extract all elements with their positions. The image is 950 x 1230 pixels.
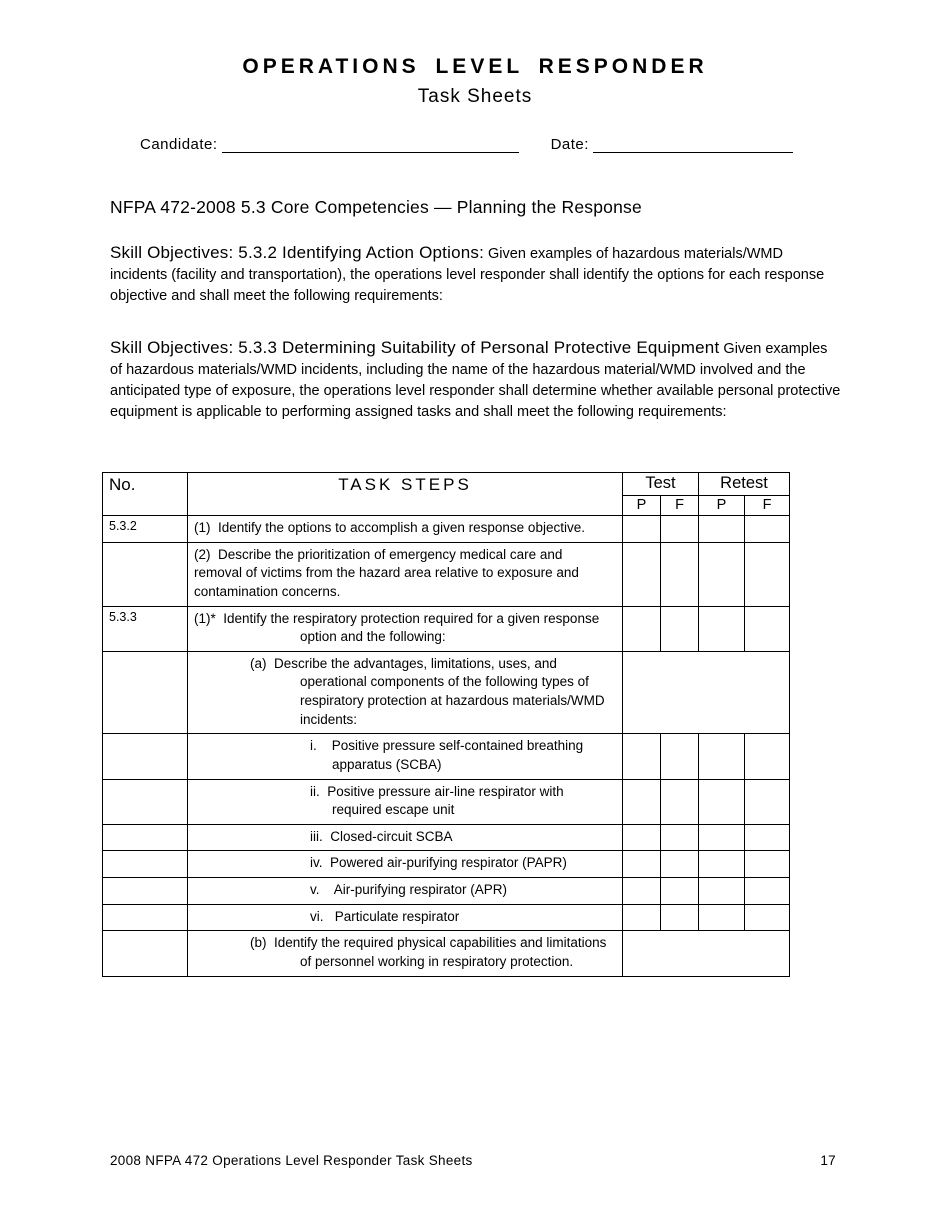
task-no-cell: [103, 851, 188, 878]
test-f-cell[interactable]: [661, 734, 699, 779]
section-heading: NFPA 472-2008 5.3 Core Competencies — Planning the Response: [110, 197, 642, 217]
task-step-cell: iii. Closed-circuit SCBA: [188, 824, 623, 851]
retest-p-cell[interactable]: [699, 779, 745, 824]
task-step-cell: (a) Describe the advantages, limitations, uses, and operational components of the following types of respiratory protection at hazardous materials/WMD incidents:: [188, 651, 623, 734]
skill-objective-533-heading: Skill Objectives: 5.3.3 Determining Suitability of Personal Protective Equipment: [110, 338, 720, 357]
test-p-cell[interactable]: [623, 824, 661, 851]
task-step-cell: (b) Identify the required physical capabilities and limitations of personnel working in respiratory protection.: [188, 931, 623, 976]
document-title: OPERATIONS LEVEL RESPONDER: [242, 55, 708, 78]
task-row: [103, 851, 790, 878]
task-table-wrapper: [102, 472, 790, 977]
task-no-cell: [103, 931, 188, 976]
retest-p-cell[interactable]: [699, 851, 745, 878]
task-row: [103, 779, 790, 824]
document-subtitle: Task Sheets: [417, 86, 533, 107]
merged-mark-cell: [623, 931, 790, 976]
test-f-cell[interactable]: [661, 824, 699, 851]
skill-objective-532-paragraph: [110, 242, 842, 307]
task-no-cell: [103, 542, 188, 606]
task-no-cell: [103, 904, 188, 931]
retest-p-cell[interactable]: [699, 606, 745, 651]
retest-p-cell[interactable]: [699, 734, 745, 779]
date-input-line[interactable]: [593, 133, 793, 153]
test-p-cell[interactable]: [623, 516, 661, 543]
test-f-cell[interactable]: [661, 516, 699, 543]
task-step-cell: vi. Particulate respirator: [188, 904, 623, 931]
candidate-input-line[interactable]: [222, 133, 519, 153]
candidate-label: Candidate:: [140, 136, 218, 153]
task-row: [103, 516, 790, 543]
retest-f-cell[interactable]: [745, 904, 790, 931]
task-no-cell: [103, 779, 188, 824]
task-step-cell: (1) Identify the options to accomplish a given response objective.: [188, 516, 623, 543]
col-header-task-steps: TASK STEPS: [188, 473, 623, 516]
task-no-cell: [103, 878, 188, 905]
task-no-cell: [103, 824, 188, 851]
test-p-cell[interactable]: [623, 734, 661, 779]
test-p-cell[interactable]: [623, 542, 661, 606]
test-f-cell[interactable]: [661, 779, 699, 824]
skill-objective-532-text: Given examples of hazardous materials/WMD incidents (facility and transportation), the operations level responder shall identify the options for each response objective and shall meet the following requirements:: [110, 246, 825, 304]
task-step-cell: ii. Positive pressure air-line respirator with required escape unit: [188, 779, 623, 824]
table-header-row-1: [103, 473, 790, 496]
page-number: 17: [820, 1153, 836, 1168]
retest-p-cell[interactable]: [699, 904, 745, 931]
retest-f-cell[interactable]: [745, 851, 790, 878]
task-row: [103, 542, 790, 606]
col-header-test-f: F: [661, 496, 699, 516]
skill-objective-532-heading: Skill Objectives: 5.3.2 Identifying Action Options:: [110, 243, 484, 262]
merged-mark-cell: [623, 651, 790, 734]
footer-text: 2008 NFPA 472 Operations Level Responder Task Sheets: [110, 1153, 473, 1168]
task-no-cell: 5.3.2: [103, 516, 188, 543]
retest-p-cell[interactable]: [699, 878, 745, 905]
retest-p-cell[interactable]: [699, 542, 745, 606]
task-step-cell: (1)* Identify the respiratory protection required for a given response option and the following:: [188, 606, 623, 651]
title-block: [0, 55, 950, 108]
test-f-cell[interactable]: [661, 904, 699, 931]
retest-f-cell[interactable]: [745, 824, 790, 851]
retest-f-cell[interactable]: [745, 779, 790, 824]
task-step-cell: i. Positive pressure self-contained breathing apparatus (SCBA): [188, 734, 623, 779]
task-step-cell: (2) Describe the prioritization of emergency medical care and removal of victims from the hazard area relative to exposure and contamination concerns.: [188, 542, 623, 606]
task-row: [103, 651, 790, 734]
test-p-cell[interactable]: [623, 878, 661, 905]
test-p-cell[interactable]: [623, 904, 661, 931]
col-header-test-p: P: [623, 496, 661, 516]
task-step-cell: v. Air-purifying respirator (APR): [188, 878, 623, 905]
test-p-cell[interactable]: [623, 606, 661, 651]
task-row: [103, 904, 790, 931]
col-header-retest-f: F: [745, 496, 790, 516]
task-row: [103, 734, 790, 779]
task-no-cell: [103, 734, 188, 779]
retest-p-cell[interactable]: [699, 824, 745, 851]
test-p-cell[interactable]: [623, 851, 661, 878]
task-step-cell: iv. Powered air-purifying respirator (PAPR): [188, 851, 623, 878]
test-p-cell[interactable]: [623, 779, 661, 824]
retest-f-cell[interactable]: [745, 606, 790, 651]
col-header-no: No.: [103, 473, 188, 516]
task-no-cell: 5.3.3: [103, 606, 188, 651]
skill-objective-533-paragraph: [110, 337, 842, 423]
skill-objective-533-text: Given examples of hazardous materials/WMD incidents, including the name of the hazardous material/WMD involved and the anticipated type of exposure, the operations level responder shall determine whether available personal protective equipment is applicable to performing assigned tasks and shall meet the following requirements:: [110, 341, 841, 420]
col-header-test: Test: [623, 473, 699, 496]
task-no-cell: [103, 651, 188, 734]
col-header-retest: Retest: [699, 473, 790, 496]
task-row: [103, 931, 790, 976]
col-header-retest-p: P: [699, 496, 745, 516]
date-label: Date:: [550, 136, 589, 153]
test-f-cell[interactable]: [661, 851, 699, 878]
test-f-cell[interactable]: [661, 606, 699, 651]
retest-f-cell[interactable]: [745, 734, 790, 779]
task-table: [102, 472, 790, 977]
test-f-cell[interactable]: [661, 542, 699, 606]
retest-f-cell[interactable]: [745, 516, 790, 543]
retest-f-cell[interactable]: [745, 542, 790, 606]
candidate-date-row: [140, 133, 822, 153]
task-row: [103, 824, 790, 851]
task-table-body: [103, 516, 790, 977]
task-row: [103, 878, 790, 905]
task-row: [103, 606, 790, 651]
retest-f-cell[interactable]: [745, 878, 790, 905]
test-f-cell[interactable]: [661, 878, 699, 905]
page-footer: [110, 1153, 836, 1168]
retest-p-cell[interactable]: [699, 516, 745, 543]
